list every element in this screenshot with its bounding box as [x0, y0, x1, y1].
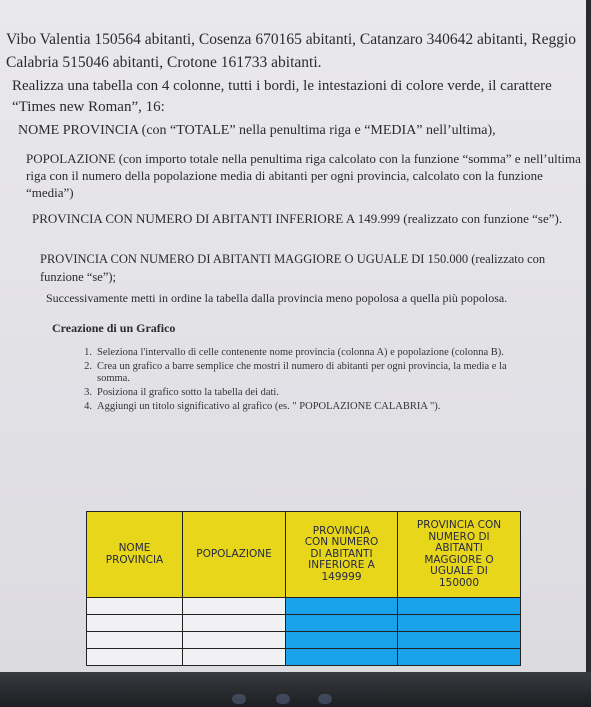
header-maggiore: PROVINCIA CON NUMERO DI ABITANTI MAGGIORE O UGUALE DI 150000: [398, 512, 521, 598]
table-cell[interactable]: [286, 632, 398, 649]
table-row: [87, 598, 521, 615]
table-row: [87, 649, 521, 666]
list-item: 3. Posiziona il grafico sotto la tabella dei dati.: [84, 387, 279, 398]
inferiore-spec: PROVINCIA CON NUMERO DI ABITANTI INFERIORE A 149.999 (realizzato con funzione “se”).: [32, 211, 563, 226]
intro-paragraph: Vibo Valentia 150564 abitanti, Cosenza 670165 abitanti, Catanzaro 340642 abitanti, Reggio Calabria 515046 abitanti, Crotone 161733 abitanti.: [6, 31, 577, 71]
table-cell[interactable]: [286, 615, 398, 632]
header-nome-provincia: NOME PROVINCIA: [87, 512, 183, 598]
table-cell[interactable]: [398, 632, 521, 649]
list-item: 1. Seleziona l'intervallo di celle contenente nome provincia (colonna A) e popolazione (colonna B).: [84, 347, 504, 358]
list-item: 4. Aggiungi un titolo significativo al grafico (es. " POPOLAZIONE CALABRIA ").: [84, 401, 441, 412]
table-row: [87, 632, 521, 649]
header-inferiore: PROVINCIA CON NUMERO DI ABITANTI INFERIORE A 149999: [286, 512, 398, 598]
sort-instruction: Successivamente metti in ordine la tabella dalla provincia meno popolosa a quella più popolosa.: [46, 291, 508, 305]
table-cell[interactable]: [183, 615, 286, 632]
list-item: 2. Crea un grafico a barre semplice che mostri il numero di abitanti per ogni provincia, la media e la somma.: [84, 361, 507, 384]
table-cell[interactable]: [87, 598, 183, 615]
province-table: [86, 511, 521, 666]
table-cell[interactable]: [87, 649, 183, 666]
popolazione-spec: POPOLAZIONE (con importo totale nella penultima riga calcolato con la funzione “somma” e nell’ultima riga con il numero della popolazione media di abitanti per ogni provincia, calcolato con la funzione “media”): [26, 151, 581, 200]
table-cell[interactable]: [183, 649, 286, 666]
table-cell[interactable]: [87, 615, 183, 632]
table-cell[interactable]: [183, 598, 286, 615]
table-cell[interactable]: [286, 598, 398, 615]
table-cell[interactable]: [398, 615, 521, 632]
instructions-paragraph: Realizza una tabella con 4 colonne, tutti i bordi, le intestazioni di colore verde, il carattere “Times new Roman”, 16:: [12, 78, 552, 115]
blur-shape: [276, 694, 290, 704]
dark-background-edge: [0, 672, 591, 707]
table-cell[interactable]: [398, 598, 521, 615]
table-row: [87, 615, 521, 632]
table-header-row: [87, 512, 521, 598]
chart-section-heading: Creazione di un Grafico: [52, 321, 176, 335]
maggiore-spec: PROVINCIA CON NUMERO DI ABITANTI MAGGIORE O UGUALE DI 150.000 (realizzato con funzione “se”);: [40, 252, 546, 284]
nome-provincia-spec: NOME PROVINCIA (con “TOTALE” nella penultima riga e “MEDIA” nell’ultima),: [18, 123, 496, 138]
table-cell[interactable]: [87, 632, 183, 649]
blur-shape: [232, 694, 246, 704]
chart-steps-list: [70, 347, 540, 415]
table-cell[interactable]: [183, 632, 286, 649]
header-popolazione: POPOLAZIONE: [183, 512, 286, 598]
blur-shape: [318, 694, 332, 704]
table-cell[interactable]: [286, 649, 398, 666]
table-cell[interactable]: [398, 649, 521, 666]
